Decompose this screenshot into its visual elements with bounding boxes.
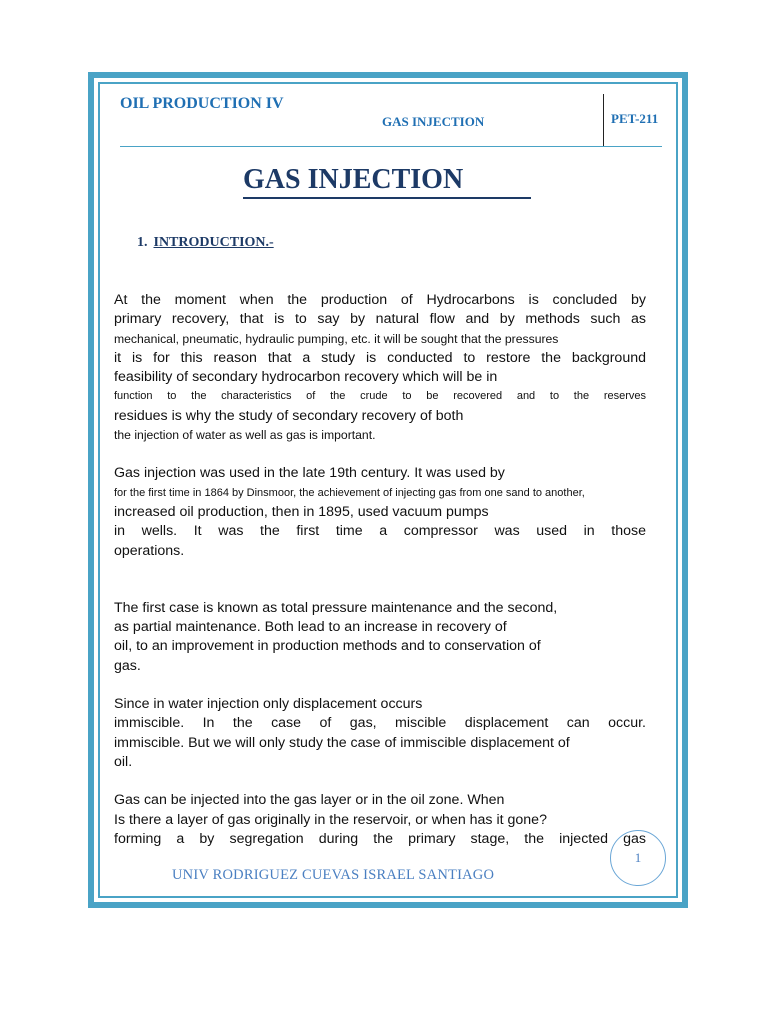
text-line: for the first time in 1864 by Dinsmoor, the achievement of injecting gas from one sand to another,: [114, 486, 585, 499]
text-line: feasibility of secondary hydrocarbon recovery which will be in: [114, 369, 498, 386]
page-title: GAS INJECTION: [243, 164, 531, 199]
page-number: 1: [610, 830, 666, 886]
header-topic: GAS INJECTION: [382, 114, 485, 129]
paragraph: [114, 791, 646, 849]
text-line: Gas injection was used in the late 19th century. It was used by: [114, 465, 505, 482]
text-line: increased oil production, then in 1895, used vacuum pumps: [114, 503, 489, 520]
text-line: as partial maintenance. Both lead to an increase in recovery of: [114, 619, 507, 636]
top-border-inner: [98, 82, 678, 84]
paragraph-gap: [114, 676, 646, 695]
text-line: operations.: [114, 542, 185, 559]
left-border: [88, 72, 94, 908]
paragraph: [114, 599, 646, 676]
bottom-border: [108, 902, 668, 908]
section-label: INTRODUCTION.-: [153, 235, 274, 250]
corner-br: [668, 888, 688, 908]
header-divider: [603, 94, 604, 146]
text-line: residues is why the study of secondary recovery of both: [114, 407, 464, 424]
text-line: oil.: [114, 753, 133, 770]
text-line: Gas can be injected into the gas layer or in the oil zone. When: [114, 792, 505, 809]
section-number: 1.: [137, 235, 148, 250]
header-course: OIL PRODUCTION IV: [120, 95, 284, 112]
left-border-inner: [98, 82, 100, 898]
text-line: the injection of water as well as gas is important.: [114, 428, 376, 443]
bottom-border-inner: [98, 896, 678, 898]
footer-author: UNIV RODRIGUEZ CUEVAS ISRAEL SANTIAGO: [172, 867, 495, 883]
paragraph-gap: [114, 772, 646, 791]
text-line: in wells. It was the first time a compressor was used in those: [114, 523, 646, 540]
paragraph: [114, 464, 646, 560]
paragraph-gap: [114, 561, 646, 599]
body-text: [114, 291, 646, 849]
text-line: gas.: [114, 657, 141, 674]
text-line: immiscible. In the case of gas, miscible displacement can occur.: [114, 715, 646, 732]
text-line: mechanical, pneumatic, hydraulic pumping, etc. it will be sought that the pressures: [114, 331, 559, 346]
corner-bl: [88, 888, 108, 908]
text-line: Since in water injection only displacement occurs: [114, 696, 423, 713]
section-heading: [137, 235, 274, 251]
paragraph-gap: [114, 445, 646, 464]
paragraph: [114, 695, 646, 772]
top-border: [108, 72, 668, 78]
text-line: Is there a layer of gas originally in the reservoir, or when has it gone?: [114, 811, 547, 828]
header-code: PET-211: [611, 111, 659, 126]
text-line: immiscible. But we will only study the case of immiscible displacement of: [114, 734, 570, 751]
text-line: oil, to an improvement in production methods and to conservation of: [114, 638, 541, 655]
corner-tl: [88, 72, 108, 92]
text-line: The first case is known as total pressure maintenance and the second,: [114, 599, 558, 616]
text-line: At the moment when the production of Hydrocarbons is concluded by: [114, 292, 646, 308]
text-line: primary recovery, that is to say by natural flow and by methods such as: [114, 311, 646, 328]
text-line: forming a by segregation during the primary stage, the injected gas: [114, 830, 646, 847]
paragraph: [114, 291, 646, 445]
header-rule: [120, 146, 662, 147]
text-line: it is for this reason that a study is conducted to restore the background: [114, 349, 646, 366]
corner-tr: [668, 72, 688, 92]
right-border-inner: [676, 82, 678, 898]
text-line: function to the characteristics of the crude to be recovered and to the reserves: [114, 390, 646, 403]
right-border: [682, 72, 688, 908]
